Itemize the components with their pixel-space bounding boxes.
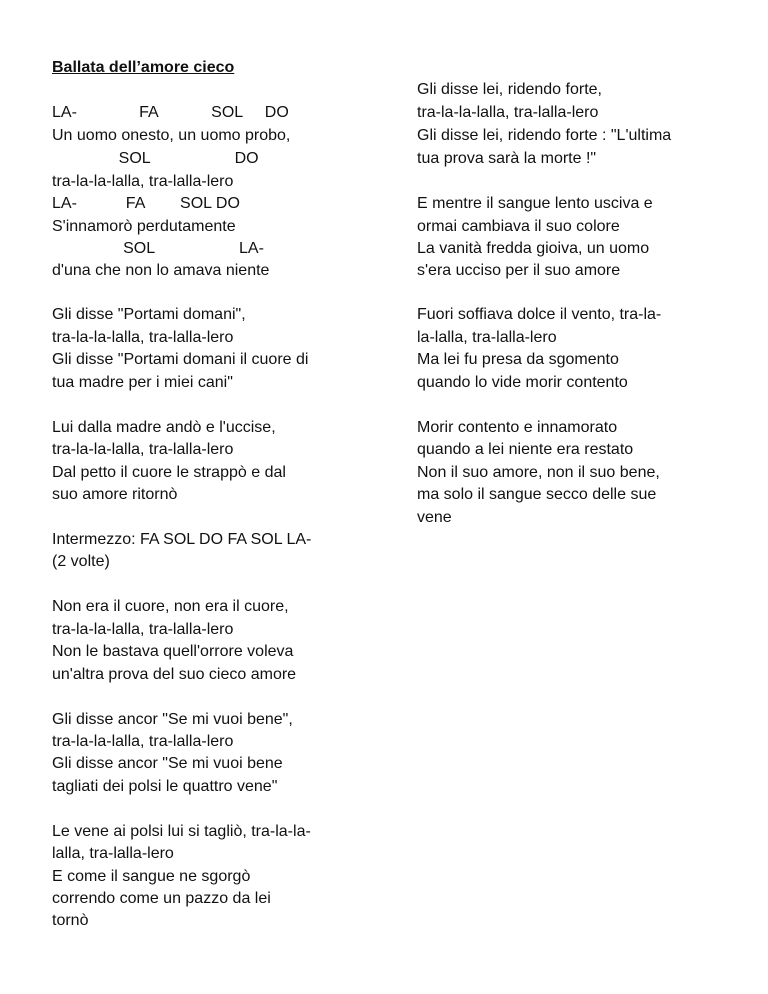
lyric-line: tua madre per i miei cani" (52, 374, 233, 391)
song-title: Ballata dell’amore cieco (52, 59, 235, 76)
lyric-line: Un uomo onesto, un uomo probo, (52, 127, 291, 144)
lyric-line: tagliati dei polsi le quattro vene" (52, 778, 278, 795)
lyric-line: tua prova sarà la morte !" (417, 150, 597, 167)
lyric-line: S'innamorò perdutamente (52, 218, 236, 235)
lyric-line: Gli disse ancor "Se mi vuoi bene (52, 755, 283, 772)
lyric-line: d'una che non lo amava niente (52, 262, 270, 279)
lyric-line: Gli disse lei, ridendo forte : "L'ultima (417, 127, 672, 144)
lyric-line: tra-la-la-lalla, tra-lalla-lero (52, 621, 234, 638)
lyric-line: tra-la-la-lalla, tra-lalla-lero (52, 329, 234, 346)
lyric-line: Dal petto il cuore le strappò e dal (52, 464, 286, 481)
lyric-line: Non era il cuore, non era il cuore, (52, 598, 289, 615)
lyric-line: Non il suo amore, non il suo bene, (417, 464, 660, 481)
lyric-line: La vanità fredda gioiva, un uomo (417, 240, 650, 257)
chord-line: SOL LA- (52, 240, 264, 257)
lyric-line: Le vene ai polsi lui si tagliò, tra-la-la- (52, 823, 311, 840)
intermezzo-line: (2 volte) (52, 553, 110, 570)
lyric-line: la-lalla, tra-lalla-lero (417, 329, 557, 346)
lyric-line: E mentre il sangue lento usciva e (417, 195, 653, 212)
lyric-line: s'era ucciso per il suo amore (417, 262, 621, 279)
lyric-line: suo amore ritornò (52, 486, 178, 503)
lyric-line: tra-la-la-lalla, tra-lalla-lero (52, 441, 234, 458)
lyric-line: Gli disse "Portami domani", (52, 306, 246, 323)
lyric-line: tornò (52, 912, 89, 929)
lyric-line: Non le bastava quell'orrore voleva (52, 643, 294, 660)
lyric-line: Gli disse "Portami domani il cuore di (52, 351, 309, 368)
lyric-line: tra-la-la-lalla, tra-lalla-lero (417, 104, 599, 121)
lyric-line: Morir contento e innamorato (417, 419, 618, 436)
lyric-line: Fuori soffiava dolce il vento, tra-la- (417, 306, 662, 323)
lyric-line: Ma lei fu presa da sgomento (417, 351, 619, 368)
chord-line: LA- FA SOL DO (52, 104, 289, 121)
lyric-line: un'altra prova del suo cieco amore (52, 666, 297, 683)
lyric-line: lalla, tra-lalla-lero (52, 845, 174, 862)
lyric-line: ma solo il sangue secco delle sue (417, 486, 657, 503)
lyric-line: correndo come un pazzo da lei (52, 890, 271, 907)
lyric-line: quando a lei niente era restato (417, 441, 634, 458)
lyric-line: tra-la-la-lalla, tra-lalla-lero (52, 733, 234, 750)
lyric-line: quando lo vide morir contento (417, 374, 628, 391)
intermezzo-line: Intermezzo: FA SOL DO FA SOL LA- (52, 531, 312, 548)
lyric-line: ormai cambiava il suo colore (417, 218, 620, 235)
lyric-line: Gli disse ancor "Se mi vuoi bene", (52, 711, 293, 728)
chord-line: SOL DO (52, 150, 259, 167)
lyric-line: vene (417, 509, 452, 526)
lyric-line: Gli disse lei, ridendo forte, (417, 81, 602, 98)
chord-line: LA- FA SOL DO (52, 195, 240, 212)
lyric-line: E come il sangue ne sgorgò (52, 868, 251, 885)
lyric-line: tra-la-la-lalla, tra-lalla-lero (52, 173, 234, 190)
lyric-line: Lui dalla madre andò e l'uccise, (52, 419, 276, 436)
